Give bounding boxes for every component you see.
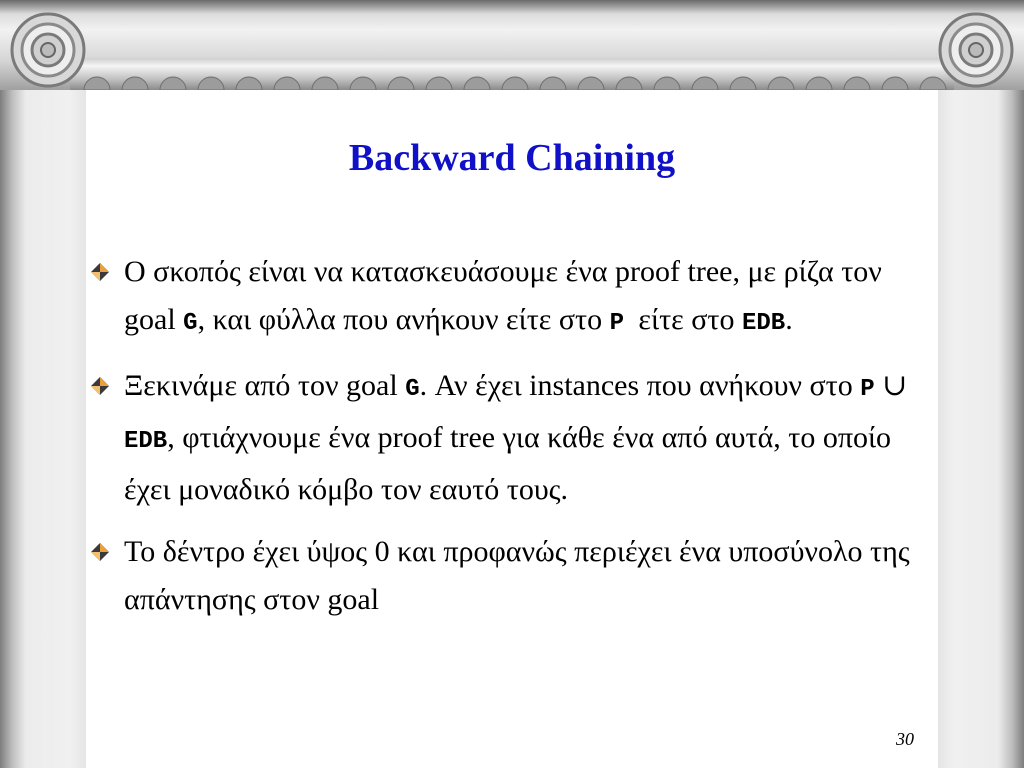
volute-left-icon <box>8 10 88 90</box>
column-capital <box>0 0 1024 90</box>
bullet-text: . Αν έχει instances που ανήκουν στο <box>419 369 861 402</box>
union-symbol: ∪ <box>874 369 908 402</box>
bullet-text: Ο σκοπός είναι να κατασκευάσουμε ένα proof tree, με ρίζα τον goal <box>124 255 882 336</box>
code-term: EDB <box>124 428 168 455</box>
slide-title: Backward Chaining <box>348 137 676 179</box>
page-number: 30 <box>896 729 914 749</box>
bullet-text: Το δέντρο έχει ύψος 0 και προφανώς περιέχει ένα υποσύνολο της απάντησης στον goal <box>124 535 910 616</box>
diamond-bullet-icon <box>90 262 110 282</box>
volute-right-icon <box>936 10 1016 90</box>
code-term: P <box>860 376 875 403</box>
list-item <box>86 362 924 514</box>
column-shaft-right <box>938 90 1024 768</box>
code-term: EDB <box>741 310 786 337</box>
bullet-text: . <box>785 303 793 336</box>
bullet-text: Ξεκινάμε από τον goal <box>124 369 406 402</box>
code-term: G <box>405 376 420 403</box>
diamond-bullet-icon <box>90 542 110 562</box>
slide-content <box>86 90 938 768</box>
bullet-text: , και φύλλα που ανήκουν είτε στο <box>197 303 610 336</box>
list-item <box>86 248 924 348</box>
bullet-text: είτε στο <box>638 303 742 336</box>
code-term: P <box>609 310 639 337</box>
list-item <box>86 528 924 624</box>
diamond-bullet-icon <box>90 376 110 396</box>
bullet-text: , φτιάχνουμε ένα proof tree για κάθε ένα από αυτά, το οποίο έχει μοναδικό κόμβο τον εαυτό τους. <box>124 421 892 506</box>
bullet-list <box>86 248 938 638</box>
column-shaft-left <box>0 90 86 768</box>
code-term: G <box>183 310 198 337</box>
column-dentil-band <box>70 58 954 90</box>
